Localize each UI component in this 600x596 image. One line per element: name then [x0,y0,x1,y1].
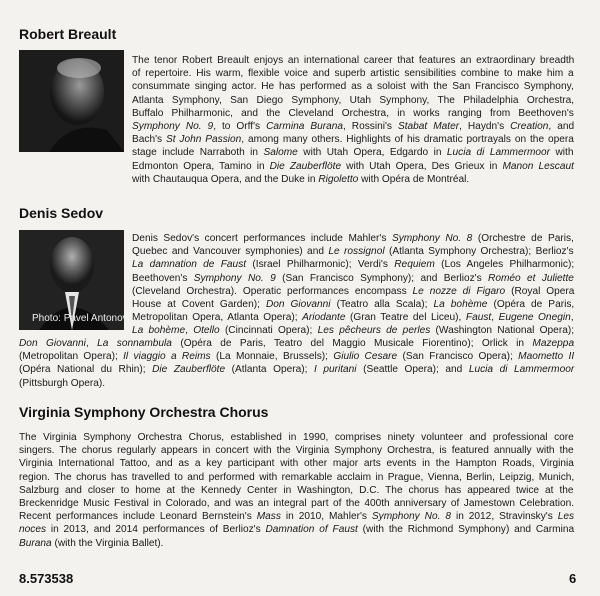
sedov-line: (Opéra National du Rhin); Die Zauberflöte (Atlanta Opera); I puritani (Seattle Opera); and Lucia di Lammermoor [19,364,575,376]
breault-line: Buffalo Philharmonic, and the Cleveland Orchestra, in works ranging from Beethoven's [132,107,574,119]
sedov-heading: Denis Sedov [19,205,104,221]
breault-line: of repertoire. His warm, flexible voice and superb artistic sensibilities combine to make him a [132,68,574,80]
chorus-line: Salzburg and closer to home at the Kennedy Center in Washington, D.C. The chorus has appeared twice at the [19,484,574,496]
catalog-number: 8.573538 [19,571,74,586]
sedov-line: Don Giovanni, La sonnambula (Opéra de Paris, Teatro del Maggio Musicale Fiorentino); Orlick in Mazeppa [19,338,575,349]
breault-line: Bach's St John Passion, among many others. Highlights of his dramatic portrayals on the opera [132,134,574,146]
chorus-line: noces in 2013, and 2014 performances of Berlioz's Damnation of Faust (with the Richmond Symphony) and Carmina [19,524,575,536]
breault-line: Edmonton Opera, Tamino in Die Zauberflöte with Utah Opera, Des Grieux in Manon Lescaut [132,160,574,172]
sedov-line: Denis Sedov's concert performances include Mahler's Symphony No. 8 (Orchestre de Paris, [132,233,574,244]
breault-line: stage include Narraboth in Salome with Utah Opera, Edgardo in Lucia di Lammermoor with [132,147,574,159]
sedov-bio-full [19,337,574,390]
sedov-line: La bohème, Otello (Cincinnati Opera); Les pêcheurs de perles (Washington National Opera); [132,325,575,337]
breault-line: Atlanta Symphony, San Diego Symphony, Utah Symphony, The Philadelphia Orchestra, [132,94,575,106]
breault-line: Symphony No. 9, to Orff's Carmina Burana, Rossini's Stabat Mater, Haydn's Creation, and [132,121,575,133]
sedov-bio-wrapped [132,232,574,338]
photo-credit: Photo: Pavel Antonov [32,313,128,324]
sedov-line: (Pittsburgh Opera). [19,377,106,389]
sedov-line: House at Covent Garden); Don Giovanni (Teatro alla Scala); La bohème (Opéra de Paris, [132,299,575,311]
sedov-line: (Cleveland Orchestra). Operatic performances encompass Le nozze di Figaro (Royal Opera [132,285,575,297]
sedov-line: (Metropolitan Opera); Il viaggio a Reims (La Monnaie, Brussels); Giulio Cesare (San Francisco Opera); Maometto II [19,351,575,363]
sedov-line: Beethoven's Symphony No. 9 (San Francisco Symphony); and Berlioz's Roméo et Juliette [132,272,574,284]
chorus-heading: Virginia Symphony Orchestra Chorus [19,404,269,420]
chorus-line: Breckenridge Music Festival in Colorado, and was an integral part of the 400th anniversary of Jamestown Celebration. [19,498,575,510]
breault-photo [19,50,124,152]
sedov-line: Quebec and Vancouver symphonies) and Le rossignol (Atlanta Symphony Orchestra); Berlioz's [132,246,574,258]
chorus-line: Recent performances include Leonard Bernstein's Mass in 2010, Mahler's Symphony No. 8 in 2012, Stravinsky's Les [19,511,575,523]
chorus-bio [19,431,574,550]
breault-line: The tenor Robert Breault enjoys an international career that features an extraordinary breadth [132,55,575,66]
breault-heading: Robert Breault [19,26,117,42]
breault-line: consummate singing actor. He has performed as a soloist with the San Francisco Symphony, [132,81,574,93]
chorus-line: Virginia International Tattoo, and as a key participant with other major arts events in the Hampton Roads, Virginia [19,458,574,470]
breault-line: with Chautauqua Opera, and the Duke in Rigoletto with Opéra de Montréal. [132,173,470,185]
sedov-line: La damnation de Faust (Israel Philharmonic); Verdi's Requiem (Los Angeles Philharmonic); [132,259,575,271]
chorus-line: singers. The chorus regularly appears in concert with the Virginia Symphony Orchestra, is featured annually with the [19,445,574,457]
breault-bio [132,54,574,186]
chorus-line: region. The chorus has travelled to and performed with remarkable acclaim in Prague, Vienna, Berlin, Leipzig, Munich, [19,471,575,483]
chorus-line: Burana (with the Virginia Ballet). [19,537,164,549]
page-number: 6 [569,571,577,586]
sedov-line: Metropolitan Opera, Atlanta Opera); Ariodante (Gran Teatre del Liceu), Faust, Eugene Onegin, [132,312,574,324]
chorus-line: The Virginia Symphony Orchestra Chorus, established in 1990, comprises ninety volunteer and professional core [19,432,574,443]
